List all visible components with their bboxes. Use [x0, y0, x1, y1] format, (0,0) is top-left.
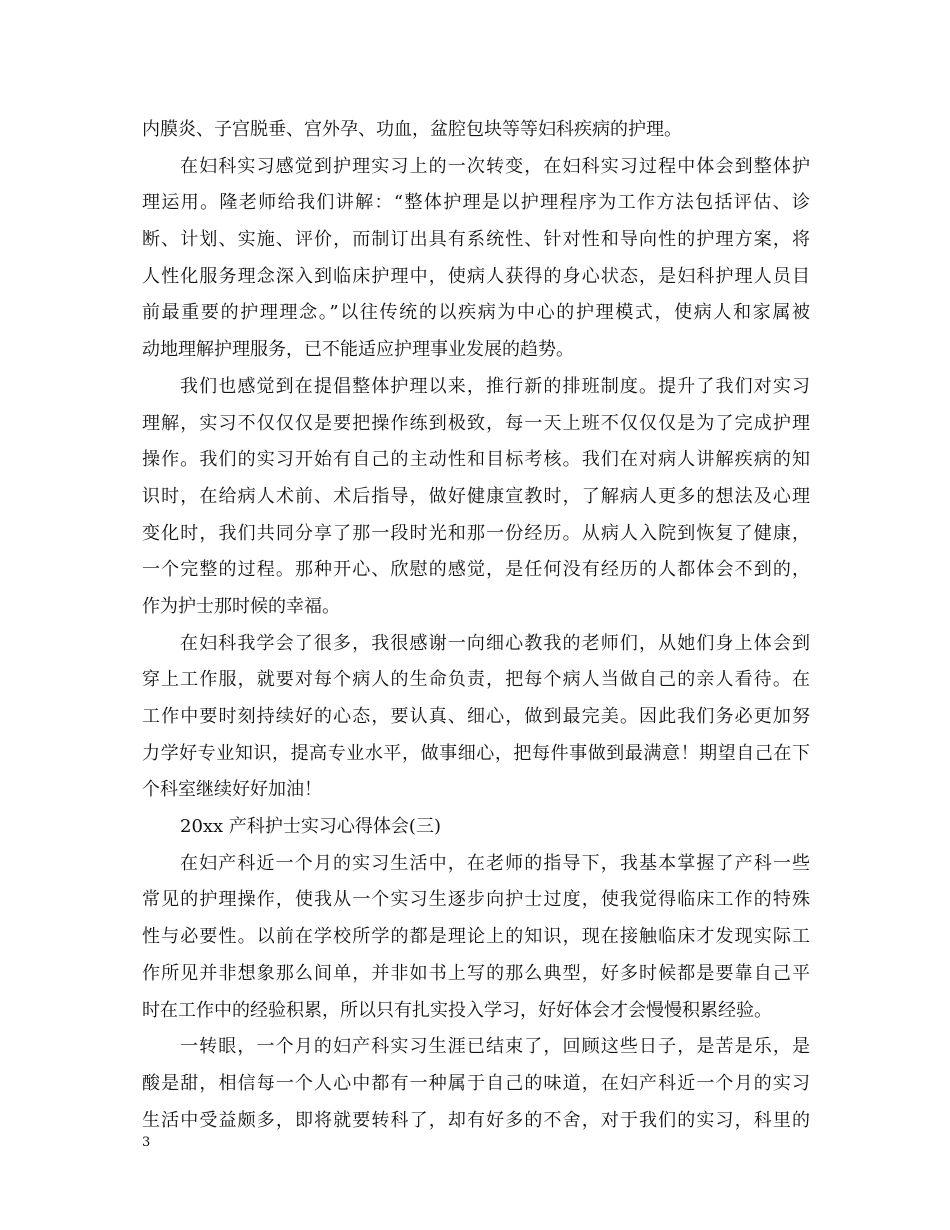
text-line: 作所见并非想象那么间单，并非如书上写的那么典型，好多时候都是要靠自己平 [142, 962, 810, 984]
text-line: 生活中受益颇多，即将就要转科了，却有好多的不舍，对于我们的实习，科里的 [142, 1109, 810, 1131]
text-line: 穿上工作服，就要对每个病人的生命负责，把每个病人当做自己的亲人看待。在 [142, 669, 810, 691]
text-line: 前最重要的护理理念。”以往传统的以疾病为中心的护理模式，使病人和家属被 [142, 302, 810, 324]
text-line: 人性化服务理念深入到临床护理中，使病人获得的身心状态，是妇科护理人员目 [142, 265, 810, 287]
text-line: 20xx 产科护士实习心得体会(三) [180, 816, 441, 838]
text-line: 在妇科我学会了很多，我很感谢一向细心教我的老师们，从她们身上体会到 [180, 632, 810, 654]
text-line: 一个完整的过程。那种开心、欣慰的感觉，是任何没有经历的人都体会不到的， [142, 559, 810, 581]
text-line: 变化时，我们共同分享了那一段时光和那一份经历。从病人入院到恢复了健康， [142, 522, 810, 544]
text-line: 操作。我们的实习开始有自己的主动性和目标考核。我们在对病人讲解疾病的知 [142, 449, 810, 471]
text-line: 内膜炎、子宫脱垂、宫外孕、功血，盆腔包块等等妇科疾病的护理。 [142, 119, 682, 140]
text-line: 在妇科实习感觉到护理实习上的一次转变，在妇科实习过程中体会到整体护 [180, 155, 810, 177]
text-line: 动地理解护理服务，已不能适应护理事业发展的趋势。 [142, 339, 574, 361]
text-line: 理解，实习不仅仅仅是要把操作练到极致，每一天上班不仅仅仅是为了完成护理 [142, 412, 810, 434]
page-number: 3 [142, 1135, 151, 1150]
text-line: 作为护士那时候的幸福。 [142, 595, 340, 617]
text-line: 常见的护理操作，使我从一个实习生逐步向护士过度，使我觉得临床工作的特殊 [142, 889, 810, 911]
text-line: 识时，在给病人术前、术后指导，做好健康宣教时，了解病人更多的想法及心理 [142, 485, 810, 507]
text-line: 时在工作中的经验积累，所以只有扎实投入学习，好好体会才会慢慢积累经验。 [142, 999, 772, 1021]
text-line: 断、计划、实施、评价，而制订出具有系统性、针对性和导向性的护理方案，将 [142, 229, 810, 251]
text-line: 我们也感觉到在提倡整体护理以来，推行新的排班制度。提升了我们对实习 [180, 375, 810, 397]
text-line: 一转眼，一个月的妇产科实习生涯已结束了，回顾这些日子，是苦是乐，是 [180, 1036, 810, 1058]
text-line: 理运用。隆老师给我们讲解：“整体护理是以护理程序为工作方法包括评估、诊 [142, 192, 810, 214]
text-line: 工作中要时刻持续好的心态，要认真、细心，做到最完美。因此我们务必更加努 [142, 706, 810, 727]
text-line: 在妇产科近一个月的实习生活中，在老师的指导下，我基本掌握了产科一些 [180, 852, 810, 874]
body-text [142, 112, 810, 1139]
text-line: 酸是甜，相信每一个人心中都有一种属于自己的味道，在妇产科近一个月的实习 [142, 1072, 810, 1094]
text-line: 个科室继续好好加油！ [142, 779, 322, 801]
text-line: 性与必要性。以前在学校所学的都是理论上的知识，现在接触临床才发现实际工 [142, 926, 810, 948]
text-line: 力学好专业知识，提高专业水平，做事细心，把每件事做到最满意！期望自己在下 [142, 742, 810, 764]
